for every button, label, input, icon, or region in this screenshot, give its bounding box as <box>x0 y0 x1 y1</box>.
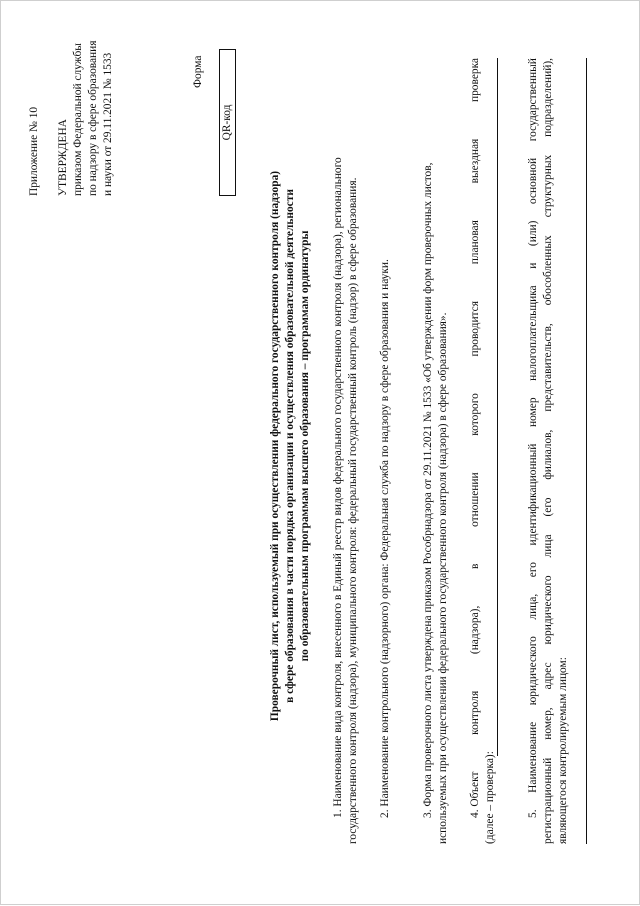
item5-word: лица <box>542 534 554 558</box>
item5-word: филиалов, <box>542 429 554 480</box>
order-line-2: по надзору в сфере образования <box>87 40 99 196</box>
item5-word: государственный <box>527 58 539 142</box>
item5-line1 <box>526 58 541 818</box>
item5-word: номер <box>527 397 539 427</box>
item2-text: 2. Наименование контрольного (надзорного) органа: Федеральная служба по надзору в сфере образования и науки. <box>379 259 391 818</box>
item1-line1: 1. Наименование вида контроля, внесенного в Единый реестр видов федерального государственного контроля (надзора), регионального <box>332 157 344 818</box>
item5-word: адрес <box>542 662 554 690</box>
approved-label: УТВЕРЖДЕНА <box>57 119 69 196</box>
order-line-3: и науки от 29.11.2021 № 1533 <box>102 52 114 196</box>
item5-line2 <box>541 58 556 844</box>
item5-word: подразделений), <box>542 58 554 137</box>
order-line-1: приказом Федеральной службы <box>72 43 84 196</box>
item5-word: представительств, <box>542 323 554 412</box>
item5-word: юридического <box>527 636 539 706</box>
item4-line1 <box>468 58 483 818</box>
rotated-page <box>1 1 640 906</box>
item4-word: проводится <box>469 301 481 357</box>
item4-line2: (далее – проверка): <box>484 751 496 844</box>
appendix-number: Приложение № 10 <box>28 106 40 196</box>
item4-word: проверка <box>469 58 481 102</box>
qr-code-label: QR-код <box>221 104 233 141</box>
item4-word: выездная <box>469 138 481 184</box>
item5-word: юридического <box>542 575 554 645</box>
item5-word: налогоплательщика <box>527 285 539 381</box>
item5-word: (его <box>542 497 554 517</box>
item5-line3: являющегося контролируемым лицом: <box>557 657 569 844</box>
item1-line2: государственного контроля (надзора), муниципального контроля: федеральный государственный контроль (надзор) в сфере образования. <box>347 177 359 844</box>
form-label: Форма <box>192 55 204 88</box>
item5-word: его <box>527 562 539 578</box>
item4-word: плановая <box>469 220 481 265</box>
item4-word: (надзора), <box>469 605 481 655</box>
item4-word: отношении <box>469 472 481 527</box>
item5-word: основной <box>527 157 539 204</box>
title-line-3: по образовательным программам высшего образования – программам ординатуры <box>299 230 311 662</box>
item5-word: и <box>527 262 539 269</box>
item3-line2: используемых при осуществлении федерального государственного контроля (надзора) в сфере образования». <box>437 312 449 844</box>
item3-line1: 3. Форма проверочного листа утверждена приказом Рособрнадзора от 29.11.2021 № 1533 «Об утверждении форм проверочных листов, <box>422 162 434 818</box>
item5-word: 5. <box>527 809 539 818</box>
item5-word: обособленных <box>542 235 554 306</box>
item4-fill-line <box>497 58 498 756</box>
item4-word: которого <box>469 393 481 436</box>
item5-word: идентификационный <box>527 443 539 546</box>
checklist-title <box>268 66 313 826</box>
item4-word: в <box>469 563 481 569</box>
item5-word: Наименование <box>527 721 539 793</box>
title-line-2: в сфере образования в части порядка организации и осуществления образовательной деятельности <box>284 189 296 703</box>
qr-code-box <box>219 49 236 196</box>
item5-fill-line <box>586 58 587 844</box>
item4-word: 4. Объект <box>469 771 481 818</box>
item5-word: лица, <box>527 593 539 620</box>
title-line-1: Проверочный лист, используемый при осуществлении федерального государственного контроля (надзора) <box>269 170 281 722</box>
item5-word: номер, <box>542 707 554 740</box>
item5-word: структурных <box>542 154 554 218</box>
item5-word: регистрационный <box>542 757 554 844</box>
item5-word: (или) <box>527 220 539 247</box>
item4-word: контроля <box>469 690 481 735</box>
